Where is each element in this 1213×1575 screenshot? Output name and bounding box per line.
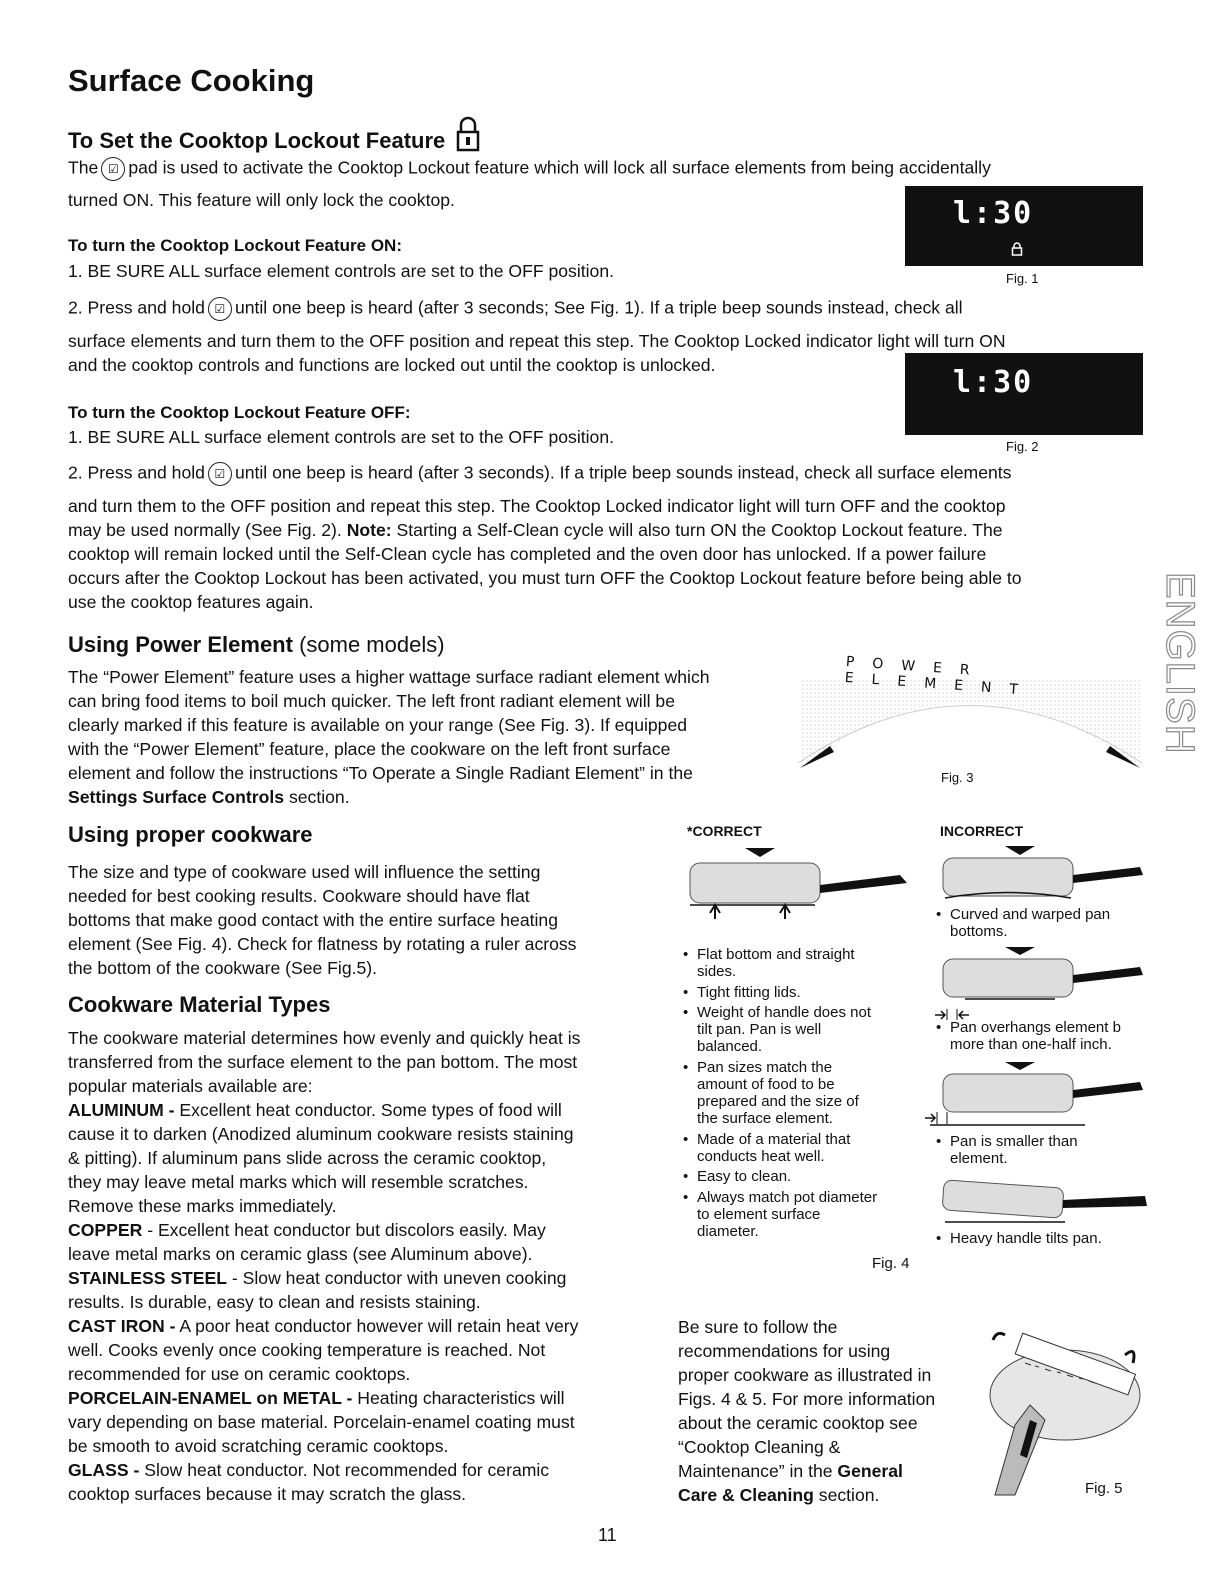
bullet-line: • Made of a material that [697, 1131, 851, 1148]
porcelain-line: PORCELAIN-ENAMEL on METAL - Heating characteristics will [68, 1388, 565, 1408]
bullet-item [950, 1133, 1078, 1167]
bullet-item [950, 1230, 1102, 1247]
aluminum-line: Remove these marks immediately. [68, 1196, 337, 1216]
bullet-item [697, 946, 855, 980]
bullet-line: • Tight fitting lids. [697, 984, 801, 1001]
correct-pan-icon [685, 845, 925, 920]
overhang-pan-icon [935, 945, 1145, 1020]
bullet-item [697, 984, 801, 1001]
tilted-pan-icon [935, 1178, 1150, 1228]
correct-label: *CORRECT [687, 823, 762, 839]
bullet-item [950, 1019, 1121, 1053]
lockout-off-line: and turn them to the OFF position and repeat this step. The Cooktop Locked indicator light will turn OFF and the cooktop [68, 496, 1006, 516]
iron-line: well. Cooks evenly once cooking temperature is reached. Not [68, 1340, 546, 1360]
lockout-on-step2: 2. Press and hold ☑ until one beep is heard (after 3 seconds; See Fig. 1). If a triple beep sounds instead, check all [68, 297, 963, 321]
aluminum-line: they may leave metal marks which will resemble scratches. [68, 1172, 529, 1192]
iron-line: CAST IRON - A poor heat conductor however will retain heat very [68, 1316, 579, 1336]
steel-line: STAINLESS STEEL - Slow heat conductor with uneven cooking [68, 1268, 567, 1288]
power-heading: Using Power Element (some models) [68, 632, 445, 657]
lockout-off-line: use the cooktop features again. [68, 592, 314, 612]
side-tab-text: ENGLISH [1158, 572, 1202, 755]
fig5-text-line: Figs. 4 & 5. For more information [678, 1389, 936, 1409]
aluminum-line: cause it to darken (Anodized aluminum cookware resists staining [68, 1124, 574, 1144]
bullet-line: • Heavy handle tilts pan. [950, 1230, 1102, 1247]
fig5-text-line: Maintenance” in the General [678, 1461, 903, 1481]
bullet-line: • Flat bottom and straight [697, 946, 855, 963]
aluminum-line: & pitting). If aluminum pans slide across the ceramic cooktop, [68, 1148, 547, 1168]
copper-line: leave metal marks on ceramic glass (see Aluminum above). [68, 1244, 533, 1264]
power-line: The “Power Element” feature uses a higher wattage surface radiant element which [68, 667, 710, 687]
bullet-line: • Weight of handle does not [697, 1004, 872, 1021]
page-title: Surface Cooking [68, 63, 315, 98]
fig1-display [905, 186, 1143, 266]
fig5-text-line: Be sure to follow the [678, 1317, 838, 1337]
lockout-off-step2: 2. Press and hold ☑ until one beep is heard (after 3 seconds). If a triple beep sounds instead, check all surface elements [68, 462, 1011, 486]
lockout-on-step2-cont: surface elements and turn them to the OFF position and repeat this step. The Cooktop Locked indicator light will turn ON [68, 331, 1006, 351]
bullet-line: • Pan overhangs element b [950, 1019, 1121, 1036]
proper-heading: Using proper cookware [68, 822, 313, 847]
bullet-item [697, 1168, 791, 1185]
bullet-line: more than one-half inch. [950, 1036, 1112, 1053]
power-line: with the “Power Element” feature, place the cookware on the left front surface [68, 739, 671, 759]
small-pan-icon [925, 1060, 1145, 1130]
bullet-item [950, 906, 1110, 940]
bullet-line: balanced. [697, 1038, 763, 1055]
iron-line: recommended for use on ceramic cooktops. [68, 1364, 411, 1384]
bullet-line: the surface element. [697, 1110, 833, 1127]
lock-pad-icon: ☑ [208, 462, 232, 486]
proper-line: element (See Fig. 4). Check for flatness by rotating a ruler across [68, 934, 577, 954]
fig5-ruler-illustration [975, 1325, 1150, 1500]
fig5-text-line: proper cookware as illustrated in [678, 1365, 932, 1385]
fig2-label: Fig. 2 [1006, 439, 1039, 454]
lockout-off-line: cooktop will remain locked until the Self-Clean cycle has completed and the oven door has unlocked. If a power failure [68, 544, 987, 564]
bullet-item [697, 1059, 859, 1127]
bullet-item [697, 1004, 871, 1055]
bullet-line: diameter. [697, 1223, 759, 1240]
bullet-line: conducts heat well. [697, 1148, 825, 1165]
aluminum-line: ALUMINUM - Excellent heat conductor. Some types of food will [68, 1100, 562, 1120]
materials-intro: popular materials available are: [68, 1076, 313, 1096]
lock-icon [455, 116, 481, 152]
fig5-text-line: Care & Cleaning section. [678, 1485, 880, 1505]
power-line: element and follow the instructions “To Operate a Single Radiant Element” in the [68, 763, 693, 783]
bullet-item [697, 1189, 877, 1240]
porcelain-line: vary depending on base material. Porcelain-enamel coating must [68, 1412, 575, 1432]
lockout-intro-2: turned ON. This feature will only lock the cooktop. [68, 190, 455, 210]
fig1-time: l:30 [953, 196, 1034, 231]
lockout-intro-1: The ☑ pad is used to activate the Cooktop Lockout feature which will lock all surface elements from being accidentally [68, 157, 991, 181]
bullet-line: amount of food to be [697, 1076, 835, 1093]
bullet-line: element. [950, 1150, 1008, 1167]
incorrect-label: INCORRECT [940, 823, 1024, 839]
glass-line: GLASS - Slow heat conductor. Not recommended for ceramic [68, 1460, 550, 1480]
proper-line: The size and type of cookware used will influence the setting [68, 862, 541, 882]
warped-pan-icon [935, 843, 1145, 903]
bullet-line: • Always match pot diameter [697, 1189, 878, 1206]
materials-heading: Cookware Material Types [68, 992, 331, 1017]
proper-line: bottoms that make good contact with the entire surface heating [68, 910, 558, 930]
steel-line: results. Is durable, easy to clean and resists staining. [68, 1292, 481, 1312]
bullet-line: prepared and the size of [697, 1093, 859, 1110]
language-side-tab [1156, 572, 1206, 755]
lock-pad-icon: ☑ [208, 297, 232, 321]
bullet-line: tilt pan. Pan is well [697, 1021, 822, 1038]
bullet-line: • Easy to clean. [697, 1168, 792, 1185]
lockout-on-step1: 1. BE SURE ALL surface element controls are set to the OFF position. [68, 261, 614, 281]
lockout-on-heading: To turn the Cooktop Lockout Feature ON: [68, 236, 402, 255]
power-line: clearly marked if this feature is available on your range (See Fig. 3). If equipped [68, 715, 688, 735]
page-number: 11 [598, 1525, 617, 1545]
bullet-line: • Curved and warped pan [950, 906, 1111, 923]
lockout-on-step2-cont2: and the cooktop controls and functions are locked out until the cooktop is unlocked. [68, 355, 716, 375]
proper-line: the bottom of the cookware (See Fig.5). [68, 958, 378, 978]
fig2-display [905, 353, 1143, 435]
fig3-text: POWER ELEMENT [844, 653, 1037, 700]
power-line: can bring food items to boil much quicker. The left front radiant element will be [68, 691, 675, 711]
copper-line: COPPER - Excellent heat conductor but discolors easily. May [68, 1220, 546, 1240]
lockout-off-heading: To turn the Cooktop Lockout Feature OFF: [68, 403, 411, 422]
lockout-off-step1: 1. BE SURE ALL surface element controls are set to the OFF position. [68, 427, 614, 447]
bullet-line: bottoms. [950, 923, 1008, 940]
fig3-label: Fig. 3 [941, 770, 974, 785]
porcelain-line: be smooth to avoid scratching ceramic cooktops. [68, 1436, 449, 1456]
fig5-text-line: about the ceramic cooktop see [678, 1413, 918, 1433]
lock-pad-icon: ☑ [101, 157, 125, 181]
bullet-item [697, 1131, 850, 1165]
fig4-label: Fig. 4 [872, 1255, 910, 1272]
bullet-line: sides. [697, 963, 737, 980]
glass-line: cooktop surfaces because it may scratch the glass. [68, 1484, 467, 1504]
lockout-heading: To Set the Cooktop Lockout Feature [68, 116, 481, 154]
proper-line: needed for best cooking results. Cookware should have flat [68, 886, 530, 906]
bullet-line: to element surface [697, 1206, 821, 1223]
lockout-off-line: occurs after the Cooktop Lockout has been activated, you must turn OFF the Cooktop Lockout feature before being able to [68, 568, 1022, 588]
fig2-time: l:30 [953, 365, 1034, 400]
fig5-text-line: recommendations for using [678, 1341, 891, 1361]
materials-intro: transferred from the surface element to the pan bottom. The most [68, 1052, 578, 1072]
bullet-line: • Pan is smaller than [950, 1133, 1078, 1150]
fig1-label: Fig. 1 [1006, 271, 1039, 286]
bullet-line: • Pan sizes match the [697, 1059, 833, 1076]
materials-intro: The cookware material determines how evenly and quickly heat is [68, 1028, 581, 1048]
lockout-off-line: may be used normally (See Fig. 2). Note: Starting a Self-Clean cycle will also turn ON the Cooktop Lockout feature. The [68, 520, 1003, 540]
lock-indicator-icon [1011, 242, 1023, 256]
power-line: Settings Surface Controls section. [68, 787, 350, 807]
fig5-label: Fig. 5 [1085, 1480, 1123, 1497]
fig5-text-line: “Cooktop Cleaning & [678, 1437, 841, 1457]
